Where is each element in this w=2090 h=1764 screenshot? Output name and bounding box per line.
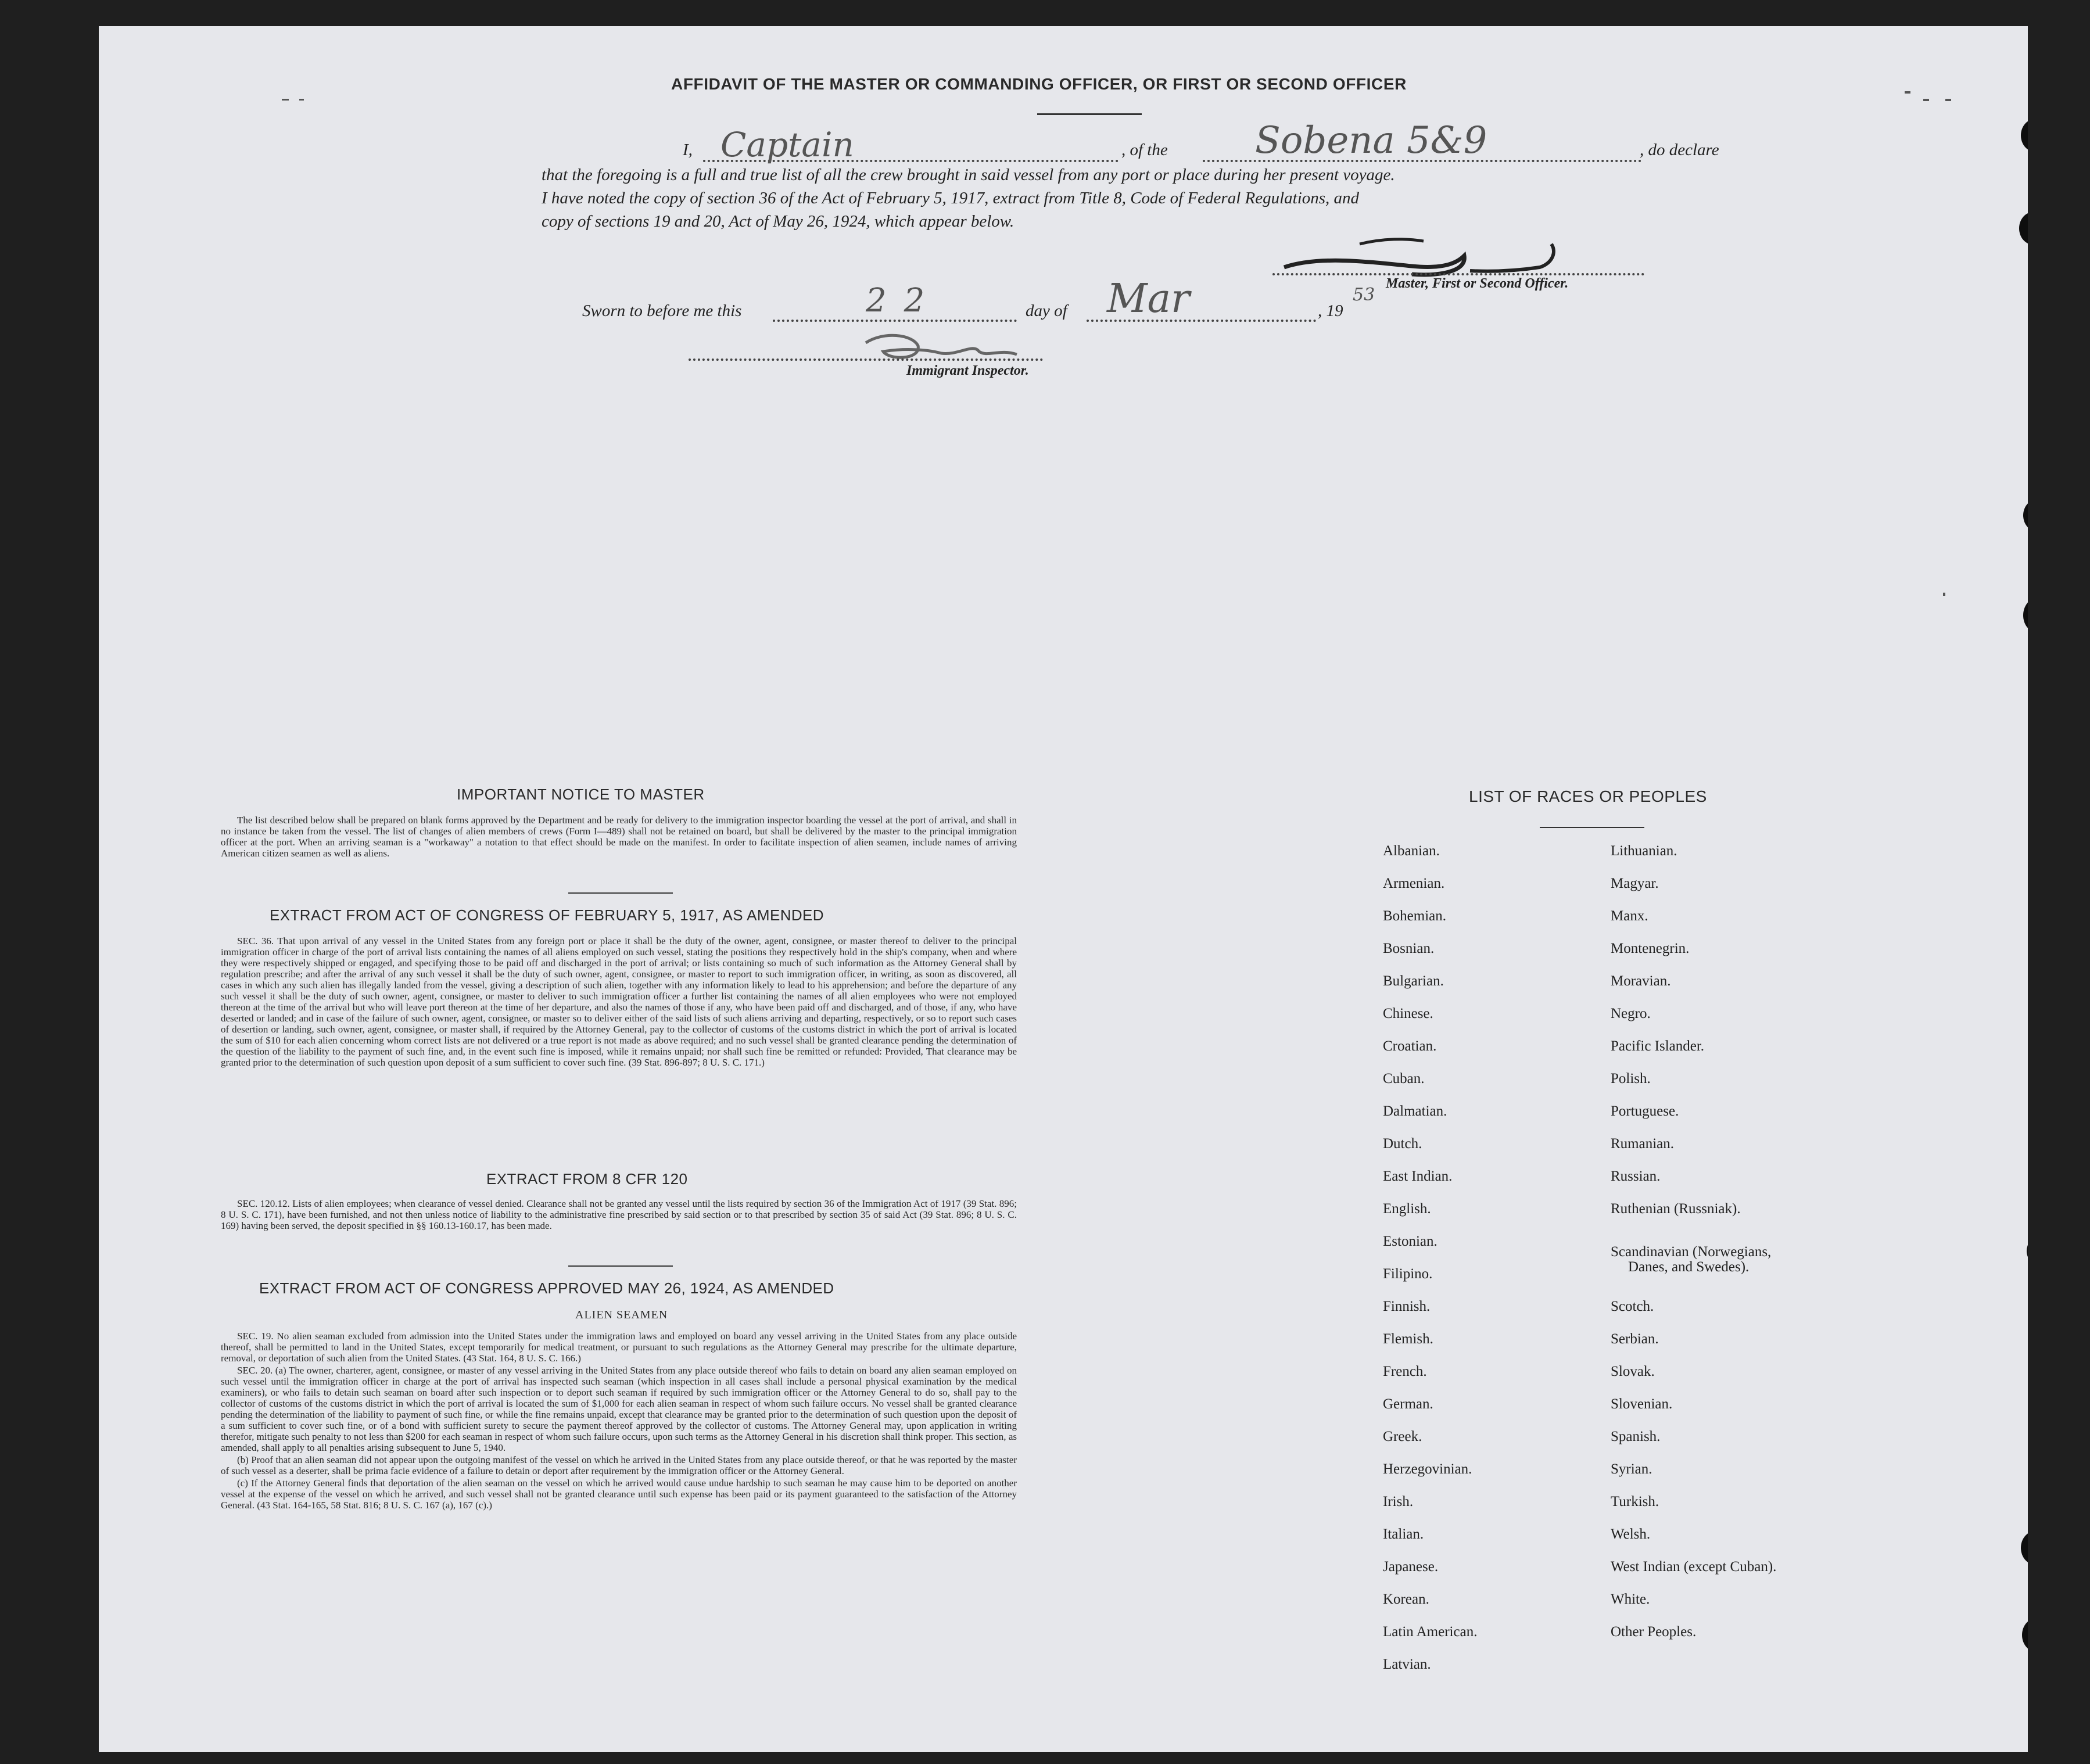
notice-text [221,815,1017,860]
race-left-item: German. [1383,1396,1433,1412]
races-title: LIST OF RACES OR PEOPLES [1469,787,1707,805]
year-prefix: , 19 [1318,302,1343,320]
master-caption: Master, First or Second Officer. [1386,276,1569,291]
punch-hole [2027,1238,2028,1264]
race-right-item: Russian. [1611,1168,1661,1184]
race-left-item: Dutch. [1383,1136,1422,1152]
document-page [99,26,2028,1752]
speck [282,99,289,101]
speck [1943,593,1945,596]
notice-rule [568,892,673,894]
race-left-item: Latin American. [1383,1624,1478,1640]
speck [1923,99,1929,101]
race-left-item: Bohemian. [1383,908,1447,924]
race-right-item: Rumanian. [1611,1136,1675,1152]
extract-1917-title: EXTRACT FROM ACT OF CONGRESS OF FEBRUARY 5, 1917, AS AMENDED [270,906,824,924]
race-right-item: Danes, and Swedes). [1628,1259,1750,1275]
sec-120-12-paragraph: SEC. 120.12. Lists of alien employees; when clearance of vessel denied. Clearance shall not be granted any vessel until the lists required by section 36 of the Immigration Act of 1917 (39 Stat. 896; 8 U. S. C. 171), have been furnished, and not then unless notice of liability to the administrative fine prescribed by said section or to that prescribed by section 35 of said Act (39 Stat. 896; 8 U. S. C. 169) having been served, the deposit specified in §§ 160.13-160.17, has been made. [221,1198,1017,1231]
affidavit-title: AFFIDAVIT OF THE MASTER OR COMMANDING OFFICER, OR FIRST OR SECOND OFFICER [671,75,1407,93]
race-left-item: Irish. [1383,1494,1414,1510]
race-right-item: Magyar. [1611,876,1659,891]
race-left-item: Croatian. [1383,1038,1437,1054]
speck [1905,91,1910,94]
master-name-handwritten: Captain [720,125,854,164]
punch-hole [2023,500,2028,531]
sworn-label: Sworn to before me this [582,302,742,320]
sworn-month-handwritten: Mar [1107,276,1190,322]
notice-paragraph: The list described below shall be prepared on blank forms approved by the Department and be ready for delivery to the immigration inspector boarding the vessel at the port of arrival, and shall in no instance be taken from the vessel. The list of changes of alien members of crews (Form I—489) shall not be retained on board, but shall be delivered by the master to the principal immigration officer at the port. When an arriving seaman is a "workaway" a notation to that effect should be made on the manifest. In order to facilitate inspection of alien seamen, include names of arriving American citizen seamen as well as aliens. [221,815,1017,859]
race-right-item: Montenegrin. [1611,941,1690,956]
race-left-item: Herzegovinian. [1383,1461,1472,1477]
race-left-item: Latvian. [1383,1657,1431,1672]
race-right-item: Scandinavian (Norwegians, [1611,1244,1772,1260]
race-right-item: Serbian. [1611,1331,1659,1347]
day-of-label: day of [1026,302,1067,320]
race-right-item: Pacific Islander. [1611,1038,1705,1054]
race-left-item: Filipino. [1383,1266,1433,1282]
race-right-item: Welsh. [1611,1526,1651,1542]
race-right-item: White. [1611,1591,1650,1607]
race-left-item: Cuban. [1383,1071,1425,1087]
race-left-item: Flemish. [1383,1331,1433,1347]
race-left-item: Albanian. [1383,843,1440,859]
vessel-name-handwritten: Sobena 5&9 [1255,119,1487,162]
i-label: I, [683,141,693,159]
sec-36-paragraph: SEC. 36. That upon arrival of any vessel in the United States from any foreign port or place it shall be the duty of the owner, agent, consignee, or master thereof to deliver to the principal immigration officer in charge of the port of arrival lists containing the names of all aliens employed on such vessel, stating the positions they respectively hold in the ship's company, when and where they were respectively shipped or engaged, and specifying those to be paid off and discharged in the port of arrival; or lists containing so much of such information as the Attorney General shall by regulation prescribe; and after the arrival of any such vessel it shall be the duty of such owner, agent, consignee, or master to report to such immigration officer, in writing, as soon as discovered, all cases in which any such alien has illegally landed from the vessel, giving a description of such alien, together with any information likely to lead to his apprehension; and before the departure of any such vessel it shall be the duty of such owner, agent, consignee, or master to deliver to such immigration officer a further list containing the names of all alien employees who were not employed thereon at the time of the arrival but who will leave port thereon at the time of her departure, and also the names of those if any, who have been paid off and discharged, and of those, if any, who have deserted or landed; and in case of the failure of such owner, agent, consignee, or master so to deliver either of the said lists of such aliens arriving and departing, respectively, or so to report such cases of desertion or landing, such owner, agent, consignee, or master shall, if required by the Attorney General, pay to the collector of customs of the customs district in which the port of arrival is located the sum of $10 for each alien concerning whom correct lists are not delivered or a true report is not made as above required; and no such vessel shall be granted clearance pending the determination of the question of the liability to the payment of such fine, and, in the event such fine is imposed, while it remains unpaid; nor shall such fine be remitted or refunded: Provided, That clearance may be granted prior to the determination of such question upon deposit of a sum sufficient to cover such fine. (39 Stat. 896-897; 8 U. S. C. 171.) [221,935,1017,1068]
race-right-item: Polish. [1611,1071,1651,1087]
race-left-item: Estonian. [1383,1234,1437,1249]
race-right-item: Moravian. [1611,973,1671,989]
extract-1917-text [221,935,1017,1069]
race-left-item: Chinese. [1383,1006,1433,1021]
race-left-item: Italian. [1383,1526,1424,1542]
punch-hole [2022,1618,2028,1652]
race-right-item: West Indian (except Cuban). [1611,1559,1777,1575]
master-signature-line [1272,273,1644,275]
race-right-item: Manx. [1611,908,1648,924]
race-left-item: Japanese. [1383,1559,1439,1575]
race-left-item: Bosnian. [1383,941,1435,956]
affidavit-title-rule [1037,113,1142,115]
affidavit-line-3: I have noted the copy of section 36 of the Act of February 5, 1917, extract from Title 8, Code of Federal Regulations, and [542,189,1360,207]
inspector-signature-line [689,358,1043,361]
race-right-item: Slovak. [1611,1364,1655,1379]
race-right-item: Portuguese. [1611,1103,1679,1119]
races-rule [1540,827,1644,828]
punch-hole [2021,1531,2028,1565]
race-right-item: Spanish. [1611,1429,1661,1444]
punch-hole [2023,598,2028,632]
race-right-item: Turkish. [1611,1494,1659,1510]
race-right-item: Other Peoples. [1611,1624,1697,1640]
extract-1924-title: EXTRACT FROM ACT OF CONGRESS APPROVED MAY 26, 1924, AS AMENDED [259,1279,834,1297]
race-right-item: Ruthenian (Russniak). [1611,1201,1741,1217]
extract-cfr-text [221,1198,1017,1232]
race-left-item: Korean. [1383,1591,1429,1607]
inspector-caption: Immigrant Inspector. [906,363,1029,378]
punch-hole [2021,119,2028,152]
speck [1945,99,1951,101]
year-handwritten: 53 [1353,285,1375,305]
race-left-item: Greek. [1383,1429,1422,1444]
race-left-item: Armenian. [1383,876,1445,891]
sec-20a-paragraph: SEC. 20. (a) The owner, charterer, agent, consignee, or master of any vessel arriving in the United States from any place outside thereof who fails to detain on board any alien seaman employed on such vessel until the immigration officer in charge at the port of arrival has inspected such seaman (which inspection in all cases shall include a personal physical examination by the medical examiners), or who fails to detain such seaman on board after such inspection or to deport such seaman if required by such immigration officer or the Attorney General to do so, shall pay to the collector of customs of the customs district in which the port of arrival is located the sum of $1,000 for each alien seaman in respect of whom such failure occurs. No vessel shall be granted clearance pending the determination of the liability to payment of such fine, or while the fine remains unpaid, except that clearance may be granted prior to the determination of such question upon the deposit of a sum sufficient to cover such fine, or of a bond with sufficient surety to secure the payment thereof approved by the collector of customs. The Attorney General may, upon application in writing therefor, mitigate such penalty to not less than $200 for each seaman in respect of whom such failure occurs, upon such terms as the Attorney General in his discretion shall think proper. This section, as amended, shall apply to all penalties arising subsequent to June 5, 1940. [221,1365,1017,1453]
extract-1924-text [221,1331,1017,1512]
race-left-item: Dalmatian. [1383,1103,1447,1119]
of-the-label: , of the [1121,141,1168,159]
affidavit-line-2: that the foregoing is a full and true list of all the crew brought in said vessel from any port or place during her present voyage. [542,166,1395,184]
speck [299,99,304,101]
race-right-item: Syrian. [1611,1461,1652,1477]
affidavit-line-4: copy of sections 19 and 20, Act of May 26, 1924, which appear below. [542,212,1014,231]
race-left-item: English. [1383,1201,1431,1217]
notice-title: IMPORTANT NOTICE TO MASTER [457,786,705,803]
extract-cfr-title: EXTRACT FROM 8 CFR 120 [486,1170,688,1188]
do-declare-label: , do declare [1640,141,1719,159]
race-right-item: Lithuanian. [1611,843,1677,859]
sec-20b-paragraph: (b) Proof that an alien seaman did not appear upon the outgoing manifest of the vessel on which he arrived in the United States from any place outside thereof, or that he was reported by the master of such vessel as a deserter, shall be prima facie evidence of a failure to detain or deport after requirement by the immigration officer or the Attorney General. [221,1454,1017,1476]
sec-19-paragraph: SEC. 19. No alien seaman excluded from admission into the United States under the immigration laws and employed on board any vessel arriving in the United States from any place outside thereof, shall be permitted to land in the United States, except temporarily for medical treatment, or pursuant to such regulations as the Attorney General may prescribe for the ultimate departure, removal, or deportation of such alien from the United States. (43 Stat. 164, 8 U. S. C. 166.) [221,1331,1017,1364]
race-right-item: Slovenian. [1611,1396,1673,1412]
race-right-item: Scotch. [1611,1299,1654,1314]
race-left-item: Finnish. [1383,1299,1431,1314]
sec-20c-paragraph: (c) If the Attorney General finds that deportation of the alien seaman on the vessel on which he arrived would cause undue hardship to such seaman he may cause him to be deported on another vessel at the expense of the vessel on which he arrived, and such vessel shall not be granted clearance until such expense has been paid or its payment guaranteed to the satisfaction of the Attorney General. (43 Stat. 164-165, 58 Stat. 816; 8 U. S. C. 167 (a), 167 (c).) [221,1478,1017,1511]
race-right-item: Negro. [1611,1006,1651,1021]
race-left-item: East Indian. [1383,1168,1453,1184]
sworn-day-handwritten: 22 [866,282,942,320]
race-left-item: French. [1383,1364,1427,1379]
cfr-rule [568,1265,673,1267]
punch-hole [2019,212,2028,245]
alien-seamen-subtitle: ALIEN SEAMEN [575,1308,668,1321]
race-left-item: Bulgarian. [1383,973,1444,989]
